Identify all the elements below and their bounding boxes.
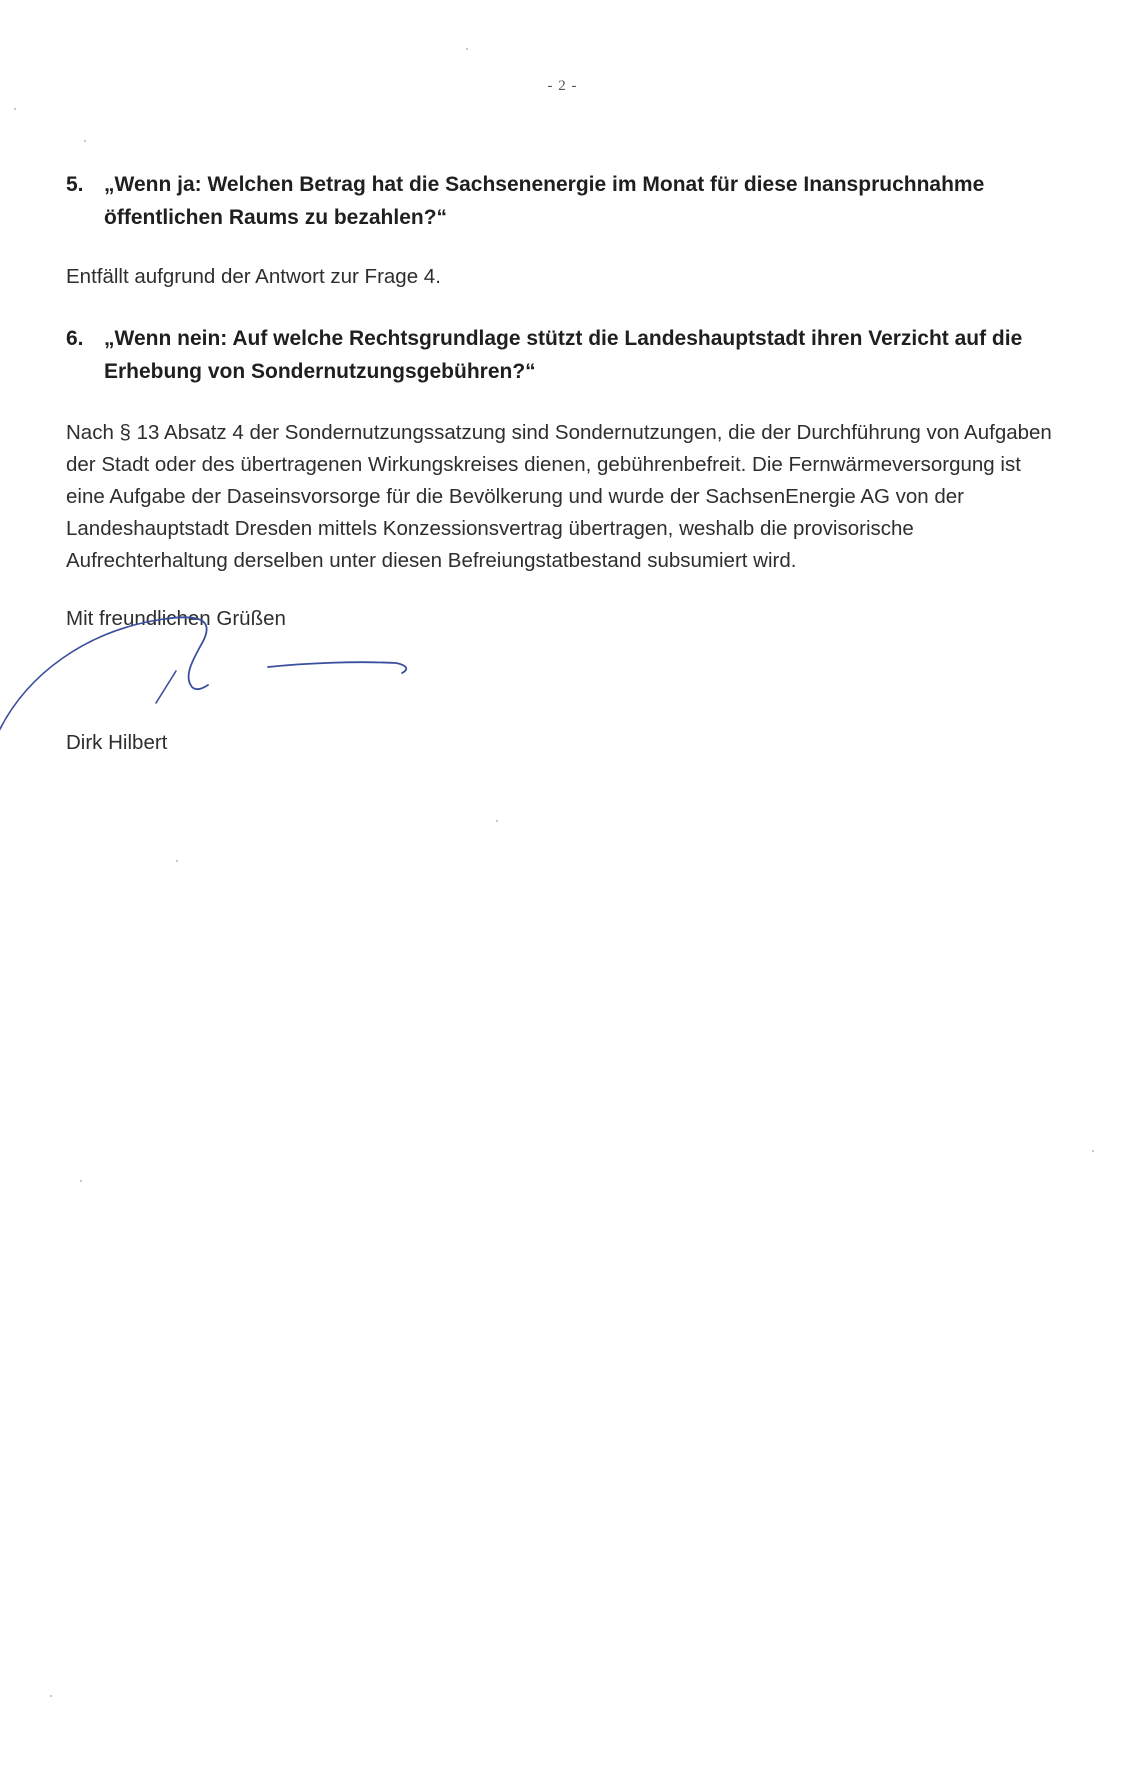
question-5-text: „Wenn ja: Welchen Betrag hat die Sachsenenergie im Monat für diese Inanspruchnahme öffentlichen Raums zu bezahlen?“ <box>104 173 985 229</box>
letter-body <box>66 168 1056 759</box>
signature-stroke-dash <box>268 662 406 673</box>
scan-speck <box>84 140 86 142</box>
signature-area <box>66 635 1056 727</box>
closing-greeting: Mit freundlichen Grüßen <box>66 607 286 630</box>
scan-speck <box>1092 1150 1094 1152</box>
question-6-text: „Wenn nein: Auf welche Rechtsgrundlage stützt die Landeshauptstadt ihren Verzicht auf die Erhebung von Sondernutzungsgebühren?“ <box>104 327 1023 383</box>
signature-stroke-sweep <box>0 619 164 733</box>
question-6 <box>66 322 1056 388</box>
scan-speck <box>80 1180 82 1182</box>
scan-speck <box>176 860 178 862</box>
page-number: - 2 - <box>547 78 578 94</box>
question-6-number: 6. <box>66 327 84 350</box>
signature-stroke-tick <box>156 671 176 703</box>
scan-speck <box>466 48 468 50</box>
scan-speck <box>496 820 498 822</box>
answer-6: Nach § 13 Absatz 4 der Sondernutzungssatzung sind Sondernutzungen, die der Durchführung von Aufgaben der Stadt oder des übertragenen Wirkungskreises dienen, gebührenbefreit. Die Fernwärmeversorgung ist eine Aufgabe der Daseinsvorsorge für die Bevölkerung und wurde der SachsenEnergie AG von der Landeshauptstadt Dresden mittels Konzessionsvertrag übertragen, weshalb die provisorische Aufrechterhaltung derselben unter diesen Befreiungstatbestand subsumiert wird. <box>66 421 1052 572</box>
question-5 <box>66 168 1056 234</box>
signer-name: Dirk Hilbert <box>66 731 168 754</box>
scan-speck <box>14 108 16 110</box>
answer-5: Entfällt aufgrund der Antwort zur Frage 4. <box>66 265 441 288</box>
handwritten-signature <box>0 605 476 745</box>
scan-speck <box>50 1695 52 1697</box>
question-5-number: 5. <box>66 173 84 196</box>
